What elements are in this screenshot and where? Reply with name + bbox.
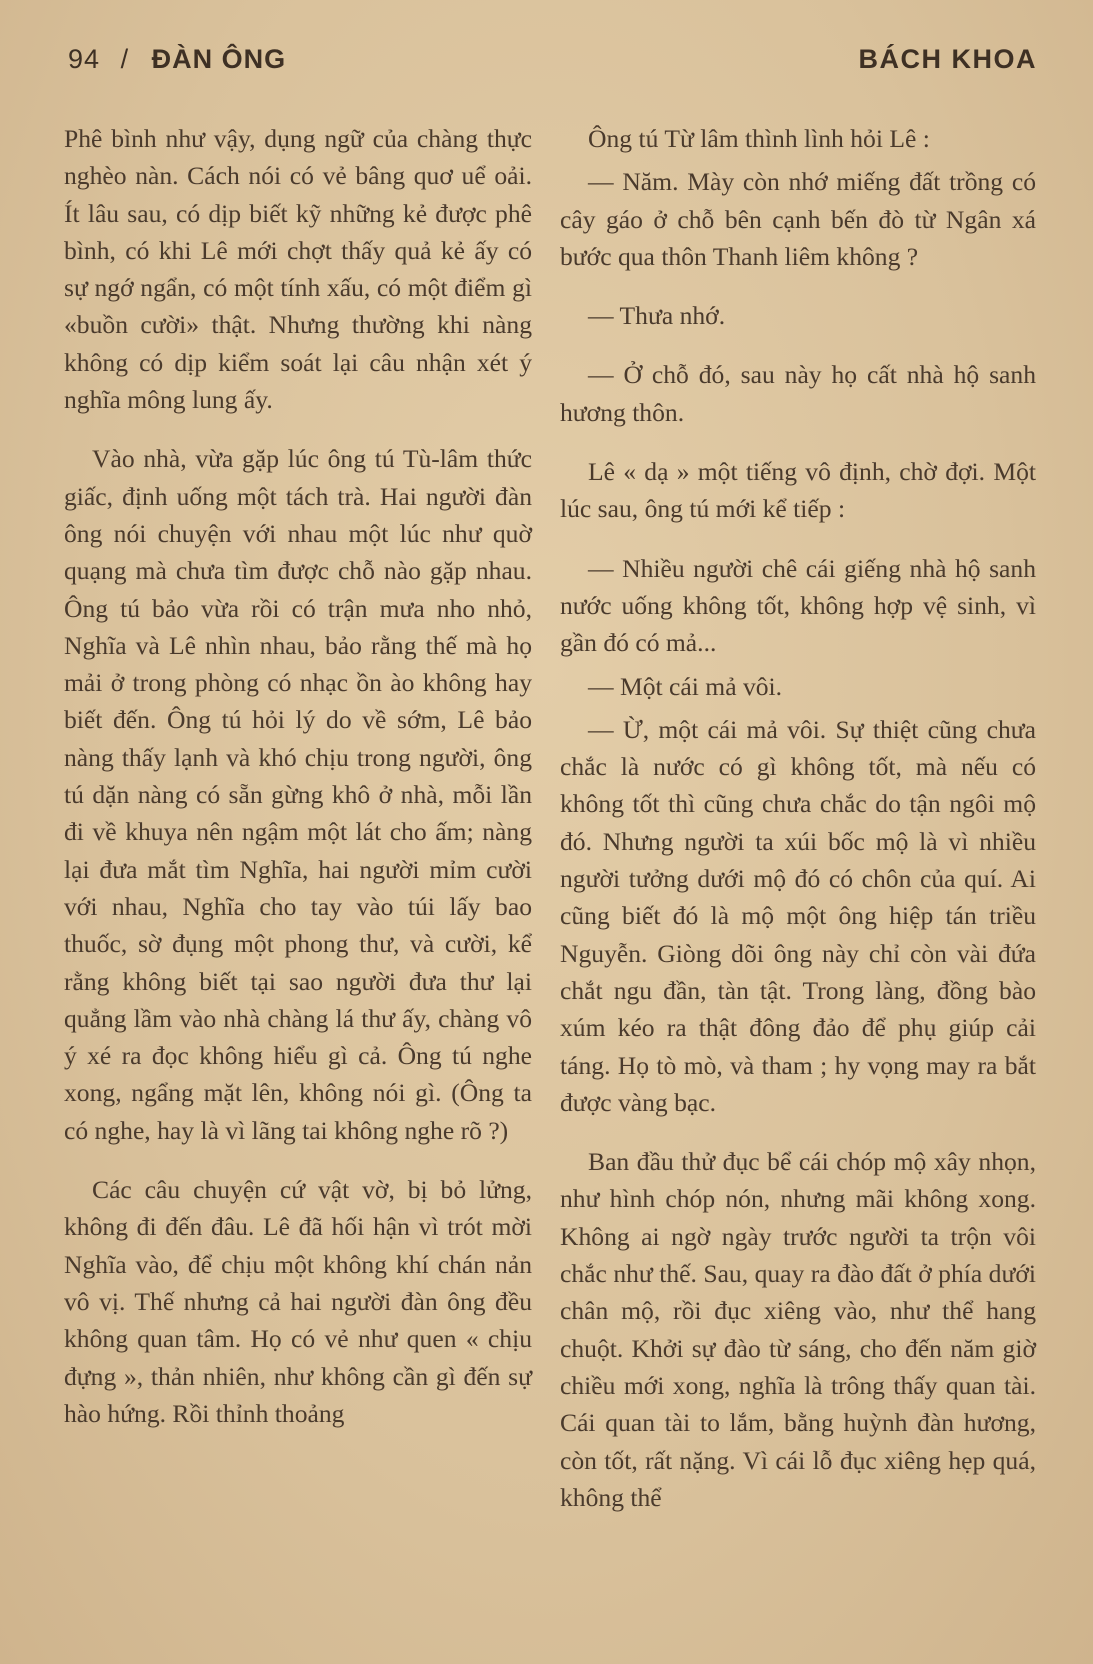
paragraph: Ông tú Từ lâm thình lình hỏi Lê : — [588, 124, 930, 153]
page-number: 94 — [68, 44, 101, 74]
page-header — [68, 44, 1037, 84]
dialogue-line: — Thưa nhớ. — [588, 301, 726, 331]
paragraph: Ban đầu thử đục bể cái chóp mộ xây nhọn, như hình chóp nón, nhưng mãi không xong. Không ai ngờ ngày trước người ta trộn vôi chắc như thế. Sau, quay ra đào đất ở phía dưới chân mộ, rồi đục xiêng vào, như thể hang chuột. Khởi sự đào từ sáng, cho đến năm giờ chiều mới xong, nghĩa là trông thấy quan tài. Cái quan tài to lắm, bằng huỳnh đàn hương, còn tốt, rất nặng. Vì cái lỗ đục xiêng hẹp quá, không thể — [560, 1147, 1036, 1512]
dialogue-line: — Nhiều người chê cái giếng nhà hộ sanh nước uống không tốt, không hợp vệ sinh, vì gần đó có mả... — [560, 553, 1036, 658]
left-column — [64, 120, 532, 1454]
dialogue-line: — Một cái mả vôi. — [588, 671, 783, 701]
paragraph: Các câu chuyện cứ vật vờ, bị bỏ lửng, không đi đến đâu. Lê đã hối hận vì trót mời Nghĩa vào, để chịu một không khí chán nản vô vị. Thế nhưng cả hai người đàn ông đều không quan tâm. Họ có vẻ như quen « chịu đựng », thản nhiên, như không cần gì đến sự hào hứng. Rồi thỉnh thoảng — [64, 1175, 532, 1428]
paragraph: Phê bình như vậy, dụng ngữ của chàng thực nghèo nàn. Cách nói có vẻ bâng quơ uể oải. Ít lâu sau, có dịp biết kỹ những kẻ được phê bình, có khi Lê mới chợt thấy quả kẻ ấy có sự ngớ ngẩn, có một tính xấu, có một điểm gì «buồn cười» thật. Nhưng thường khi nàng không có dịp kiểm soát lại câu nhận xét ý nghĩa mông lung ấy. — [64, 124, 532, 415]
section-title: ĐÀN ÔNG — [151, 44, 287, 74]
header-separator: / — [120, 44, 130, 74]
right-column — [560, 120, 1036, 1538]
paragraph: Lê « dạ » một tiếng vô định, chờ đợi. Một lúc sau, ông tú mới kể tiếp : — [560, 457, 1036, 524]
dialogue-line: — Ừ, một cái mả vôi. Sự thiệt cũng chưa chắc là nước có gì không tốt, mà nếu có không tốt thì cũng chưa chắc do tận ngôi mộ đó. Nhưng người ta xúi bốc mộ là vì nhiều người tưởng dưới mộ đó có chôn của quí. Ai cũng biết đó là mộ một ông hiệp tán triều Nguyễn. Giòng dõi ông này chỉ còn vài đứa chắt ngu đần, tàn tật. Trong làng, đồng bào xúm kéo ra thật đông đảo để phụ giúp cải táng. Họ tò mò, và tham ; hy vọng may ra bắt được vàng bạc. — [560, 714, 1036, 1117]
dialogue-line: — Ở chỗ đó, sau này họ cất nhà hộ sanh hương thôn. — [560, 360, 1036, 427]
paragraph: Vào nhà, vừa gặp lúc ông tú Tù-lâm thức giấc, định uống một tách trà. Hai người đàn ông nói chuyện với nhau một lúc như quờ quạng mà chưa tìm được chỗ nào gặp nhau. Ông tú bảo vừa rồi có trận mưa nho nhỏ, Nghĩa và Lê nhìn nhau, bảo rằng thế mà họ mải ở trong phòng có nhạc ồn ào không hay biết đến. Ông tú hỏi lý do về sớm, Lê bảo nàng thấy lạnh và khó chịu trong người, ông tú dặn nàng có sẵn gừng khô ở nhà, mỗi lần đi về khuya nên ngậm một lát cho ấm; nàng lại đưa mắt tìm Nghĩa, hai người mỉm cười với nhau, Nghĩa cho tay vào túi lấy bao thuốc, sờ đụng một phong thư, và cười, kể rằng không biết tại sao người đưa thư lại quẳng lầm vào nhà chàng lá thư ấy, chàng vô ý xé ra đọc không hiểu gì cả. Ông tú nghe xong, ngẩng mặt lên, không nói gì. (Ông ta có nghe, hay là vì lãng tai không nghe rõ ?) — [64, 444, 532, 1145]
dialogue-line: — Năm. Mày còn nhớ miếng đất trồng có cây gáo ở chỗ bên cạnh bến đò từ Ngân xá bước qua thôn Thanh liêm không ? — [560, 167, 1036, 271]
publication-name: BÁCH KHOA — [858, 44, 1037, 74]
header-left — [68, 44, 286, 75]
